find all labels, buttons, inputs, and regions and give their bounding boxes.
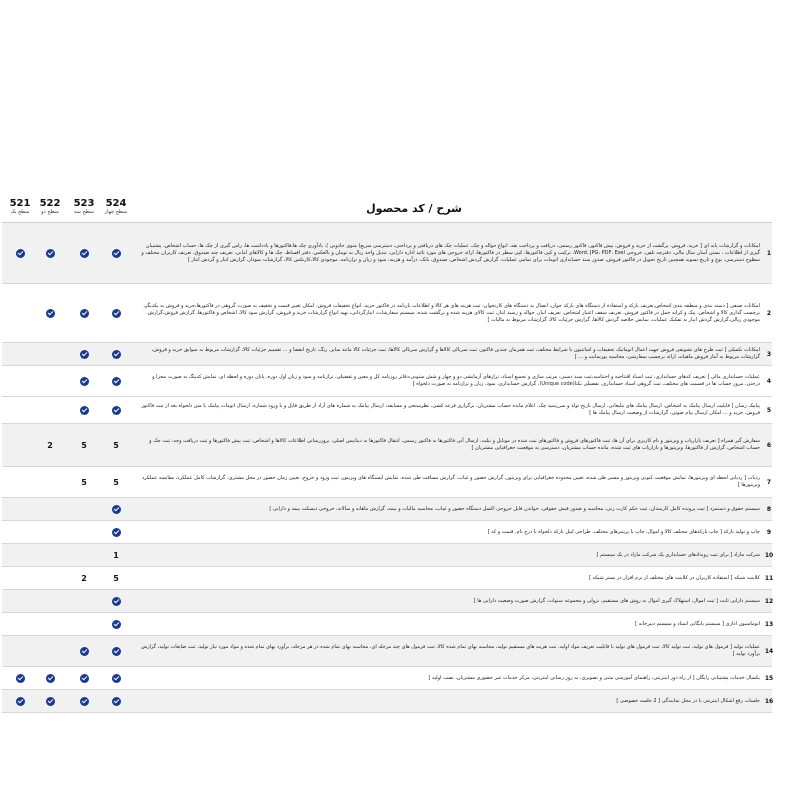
license-count: 2 — [81, 573, 87, 583]
feature-text: جلسات رفع اشکال اینترنتی با در محل نمایندگی [ 2 جلسه خصوصی ] — [616, 697, 760, 704]
check-circle-icon — [46, 697, 55, 706]
feature-description — [138, 544, 760, 566]
table-row — [2, 343, 772, 366]
plan-label: سطح یک — [10, 209, 30, 215]
table-row — [2, 498, 772, 521]
row-number: 15 — [764, 674, 774, 682]
plan-523-cell — [64, 636, 104, 666]
feature-description — [138, 667, 760, 689]
plan-523-cell — [64, 284, 104, 342]
plan-521-cell — [0, 498, 40, 520]
plan-523-cell — [64, 544, 104, 566]
plan-523-cell — [64, 366, 104, 396]
feature-description — [138, 284, 760, 342]
feature-description — [138, 567, 760, 589]
plan-521-cell — [0, 613, 40, 635]
table-row — [2, 690, 772, 713]
feature-description — [138, 636, 760, 666]
license-count: 5 — [81, 477, 87, 487]
feature-text: امکانات صنفی [ دسته بندی و منطقه بندی اشخاص،تعریف بارکد و استفاده از دستگاه های بارکد خوان، اتصال به دستگاه های کارتخوان، ثبت هزینه های هر کالا و اطلاعات بارنامه در فاکتور خرید، انواع تخفیفات فروش، امکان تغییر قیمت و تخفیف به صورت گروهی در فاکتورها،خرید و فروش به یکدیگر، برچسب گذاری کالا و اشخاص، پیک و کرایه حمل در فاکتور فروش، تعریف سقف اعتبار اشخاص، تعریف انبار، حواله و رسید انبار، ثبت کالای هزینه شده و برگشت شده، سیستم سفارشات، انبارگردانی، تهیه انواع گزارشات خرید و فروش، گزارش سود کالا، اشخاص و فاکتورها، گزارش فروش،گزارش موجودی ریالی،گزارش گردش انبار به تفکیک عملیات، نمایش خلاصه گردش کالاها، گزارش جزئیات کالا، گزارشات مربوط به مالیات ] — [143, 302, 760, 323]
table-row — [2, 567, 772, 590]
license-count: 2 — [47, 440, 53, 450]
feature-description — [138, 397, 760, 423]
plan-521-cell — [0, 467, 40, 497]
license-count: 5 — [113, 477, 119, 487]
plan-label: سطح سه — [74, 209, 94, 215]
row-number: 13 — [764, 620, 774, 628]
plan-521-cell — [0, 397, 40, 423]
row-number: 7 — [766, 478, 772, 486]
check-circle-icon — [80, 674, 89, 683]
license-count: 5 — [113, 573, 119, 583]
plan-521-cell — [0, 366, 40, 396]
plan-521-cell — [0, 284, 40, 342]
check-circle-icon — [80, 377, 89, 386]
feature-text: سفارش گیر همراه [ تعریف بازاریاب و ویزیتور و نام کاربری برای آن ها، ثبت فاکتورهای فروش و فاکتورهای ثبت شده در موبایل و تبلت، ارسال آنی فاکتورها به فاکتور رسمی، انتقال فاکتورها به دیتابیس اصلی، بروزرسانی اطلاعات کالاها و اشخاص، ثبت پیش فاکتورها و ثبت دریافت وجه، ثبت چک و حساب اشخاص، گزارش از فاکتورها، ویزیتورها و بازاریاب های ثبت شده، مانده حساب مشتریان، دسترسی به موقعیت جغرافیایی مشتریان ] — [149, 438, 760, 451]
license-count: 1 — [113, 550, 119, 560]
row-number: 4 — [766, 377, 772, 385]
feature-description — [138, 613, 760, 635]
feature-text: سیستم دارایی ثابت [ ثبت اموال، استهلاک گیری اموال به روش های مستقیم، نزولی و مجموعه سنوات، گزارش صورت وضعیت دارایی ها ] — [473, 597, 760, 604]
feature-description — [138, 590, 760, 612]
table-row — [2, 284, 772, 343]
feature-text: سیستم حقوق و دستمزد [ ثبت پرونده کامل کارمندان، ثبت حکم کارت زنی، محاسبه و صدور فیش حقوقی، خواندن فایل خروجی اکسل دستگاه حضور و غیاب، محاسبه مالیات و بیمه، گزارش ماهانه و سالانه، خروجی دیسکت بیمه و دارایی ] — [269, 505, 760, 512]
feature-text: امکانات تکمیلی [ ثبت طرح های تشویقی فروش جهت اعمال اتوماتیک تخفیفات و اشانتیون با شرایط مختلف، ثبت همزمان چندین فاکتور، ثبت سریالی کالاها و گزارش سریالی کالاها، ثبت جزئیات کالا مانند سایز، رنگ، تاریخ انقضا و ... تقسیم جزئیات کالا، گزارشات مربوط به سوابق خرید و فروش، گزارشات مربوط به آمار فروش ماهیانه، ارائه برچسب سفارشی، محاسبه پورسانت و ... ] — [151, 347, 760, 360]
check-circle-icon — [112, 528, 121, 537]
table-row — [2, 590, 772, 613]
table-row — [2, 366, 772, 397]
plan-523-cell — [64, 521, 104, 543]
check-circle-icon — [112, 647, 121, 656]
plan-523-header — [64, 198, 104, 216]
row-number: 6 — [766, 441, 772, 449]
feature-description — [138, 424, 760, 466]
license-count: 5 — [113, 440, 119, 450]
product-comparison-table — [2, 196, 772, 713]
feature-text: عملیات تولید [ فرمول های تولید، ثبت تولید کالا، ثبت فرمول های تولید با قابلیت تعریف مواد اولیه، ثبت هزینه های مستقیم تولید، محاسبه بهای تمام شده کالا، ثبت فرمول های چند مرحله ای، محاسبه بهای تمام شده در هر مرحله، برآورد بهای تمام شده و مواد مورد نیاز تولید، ثبت ضایعات تولید، گزارش برآورد تولید ] — [141, 644, 760, 657]
plan-521-cell — [0, 343, 40, 365]
feature-text: کلاینت شبکه [ استفاده کاربران در کلاینت های مختلف از نرم افزار در بستر شبکه ] — [589, 574, 760, 581]
check-circle-icon — [46, 309, 55, 318]
plan-523-cell — [64, 590, 104, 612]
check-circle-icon — [112, 620, 121, 629]
plan-521-cell — [0, 521, 40, 543]
plan-521-cell — [0, 690, 40, 712]
feature-description — [138, 467, 760, 497]
plan-523-cell — [64, 223, 104, 283]
table-body — [2, 223, 772, 713]
check-circle-icon — [46, 249, 55, 258]
plan-521-header — [0, 198, 40, 216]
table-row — [2, 467, 772, 498]
table-title: شرح / کد محصول — [366, 202, 462, 215]
plan-523-cell — [64, 613, 104, 635]
row-number: 2 — [766, 309, 772, 317]
check-circle-icon — [80, 249, 89, 258]
license-count: 5 — [81, 440, 87, 450]
row-number: 9 — [766, 528, 772, 536]
plan-521-cell — [0, 223, 40, 283]
plan-code: 523 — [73, 198, 95, 209]
plan-523-cell — [64, 424, 104, 466]
check-circle-icon — [80, 350, 89, 359]
table-row — [2, 223, 772, 284]
check-circle-icon — [16, 697, 25, 706]
check-circle-icon — [80, 697, 89, 706]
check-circle-icon — [16, 674, 25, 683]
plan-label: سطح چهار — [104, 209, 128, 215]
row-number: 12 — [764, 597, 774, 605]
plan-521-cell — [0, 667, 40, 689]
check-circle-icon — [80, 647, 89, 656]
plan-523-cell — [64, 498, 104, 520]
table-row — [2, 424, 772, 467]
check-circle-icon — [80, 309, 89, 318]
feature-description — [138, 690, 760, 712]
plan-523-cell — [64, 690, 104, 712]
row-number: 14 — [764, 647, 774, 655]
check-circle-icon — [80, 406, 89, 415]
feature-text: شرکت مازاد [ برای ثبت رویدادهای حسابداری یک شرکت مازاد در یک سیستم ] — [596, 551, 760, 558]
row-number: 11 — [764, 574, 774, 582]
table-row — [2, 613, 772, 636]
plan-523-cell — [64, 667, 104, 689]
feature-text: اتوماسیون اداری [ سیستم بایگانی اسناد و سیستم دبیرخانه ] — [634, 620, 760, 627]
table-row — [2, 667, 772, 690]
table-header — [2, 196, 772, 223]
feature-text: چاپ و تولید بارکد [ چاپ بارکدهای مختلف کالا و اموال، چاپ با پرینترهای مختلف، طراحی لیبل بارکد دلخواه با درج نام، قیمت و کد ] — [487, 528, 760, 535]
feature-description — [138, 498, 760, 520]
check-circle-icon — [112, 249, 121, 258]
check-circle-icon — [46, 674, 55, 683]
plan-523-cell — [64, 343, 104, 365]
check-circle-icon — [112, 697, 121, 706]
check-circle-icon — [112, 505, 121, 514]
row-number: 8 — [766, 505, 772, 513]
feature-description — [138, 223, 760, 283]
plan-label: سطح دو — [41, 209, 59, 215]
feature-text: ردیاب [ ردیابی لحظه ای ویزیتورها، نمایش موقعیت کنونی ویزیتور و مسیر طی شده، تعیین محدوده جغرافیایی برای ویزیتور، گزارش حضور و غیاب، گزارش مسافت طی شده، نمایش ایستگاه های ویزیتور، ثبت ورود و خروج، تعیین زمان حضور در محل مشتری، گزارشات کامل عملکرد، مقایسه عملکرد ویزیتورها ] — [141, 475, 760, 488]
check-circle-icon — [112, 674, 121, 683]
plan-521-cell — [0, 590, 40, 612]
table-row — [2, 636, 772, 667]
table-row — [2, 521, 772, 544]
plan-523-cell — [64, 567, 104, 589]
check-circle-icon — [112, 309, 121, 318]
feature-description — [138, 343, 760, 365]
plan-521-cell — [0, 544, 40, 566]
check-circle-icon — [16, 249, 25, 258]
feature-text: امکانات و گزارشات پایه ای [ خرید، فروش، برگشت از خرید و فروش، پیش فاکتور، فاکتور رسمی، دریافت و پرداخت نقد، انواع حواله و چک، عملیات چک های دریافتی و پرداختی، دسترسی سریع( منوی جادویی )، یادآوری چک ها،فاکتورها و یادداشت ها، راس گیری از چک ها، حساب اشخاص، پشتیبان گیری از اطلاعات ، بستن آسان سال مالی، دفترچه تلفن، خروجی Word، JPG، PDF، Exel، ترکیب و کپی فاکتورها، کپی سطر در فاکتورها، ارائه خروجی های مورد تائید اداره دارایی، تبدیل واحد ریال به تومان و بالعکس، دفتر اقساط، چک ها و کالاهای امانی، تعریف چند صندوق، تعریف کاربران مختلف و سطوح دسترسی، نوع و تاریخ تسویه همچنین تاریخ تحویل در فاکتور فروش، صدور سند حسابداری اتومات برای تمامی عملیات، گزارش گردش اشخاص، صندوق، بانک، درآمد و هزینه، سود و زیان و ترازنامه، موجودی کالا،کارتکس کالا، گزارشات نمودار، گزارش انبار و گردش انبار ] — [141, 242, 760, 263]
plan-code: 522 — [39, 198, 61, 209]
feature-text: پیامک رسان [ قابلیت ارسال پیامک به اشخاص، ارسال پیامک های تبلیغاتی، ارسال تاریخ تولد و سررسید چک، اعلام مانده حساب مشتریان، برگزاری قرعه کشی، نظرسنجی و مسابقه، ارسال پیامک به شماره های آزاد از طریق فایل و یا ورود شماره، ارسال اتومات پیامک با متن دلخواه بعد از ثبت فاکتور فروش، خرید و ... امکان ارسال پیام صوتی، گزارشات از وضعیت ارسال پیامک ها ] — [141, 403, 760, 416]
plan-521-cell — [0, 636, 40, 666]
plan-521-cell — [0, 567, 40, 589]
row-number: 16 — [764, 697, 774, 705]
row-number: 5 — [766, 406, 772, 414]
table-row — [2, 544, 772, 567]
check-circle-icon — [112, 350, 121, 359]
plan-521-cell — [0, 424, 40, 466]
plan-code: 524 — [105, 198, 127, 209]
check-circle-icon — [112, 377, 121, 386]
row-number: 1 — [766, 249, 772, 257]
check-circle-icon — [112, 406, 121, 415]
feature-text: عملیات حسابداری مالی [ تعریف کدهای حسابداری، ثبت اسناد افتتاحیه و اختتامیه،ثبت سند دستی، مرتب سازی و تجمیع اسناد، ترازهای آزمایشی دو و چهار و شش ستونی،دفاتر روزنامه کل و معین و تفضیلی، ترازنامه و سود و زیان اول دوره، پایان دوره و لحظه ای، نمایش کدینگ به صورت مجزا و درختی، مرور حساب ها در قسمت های مختلف، ثبت گروهی اسناد حسابداری، تفضیلی یکتا(Unique code)، گزارش حسابداری، سود، زیان و ترازنامه به صورت دلخواه ] — [152, 374, 760, 387]
row-number: 3 — [766, 350, 772, 358]
check-circle-icon — [112, 597, 121, 606]
feature-text: یکسال خدمات پشتیبانی رایگان [ از راه دور اینترنتی، راهنمای آموزشی متنی و تصویری، به روز رسانی اینترنتی، مرکز خدمات غیر حضوری مشتریان، نصب اولیه ] — [428, 674, 760, 681]
plan-523-cell — [64, 397, 104, 423]
table-row — [2, 397, 772, 424]
plan-523-cell — [64, 467, 104, 497]
feature-description — [138, 366, 760, 396]
feature-description — [138, 521, 760, 543]
row-number: 10 — [764, 551, 774, 559]
plan-code: 521 — [9, 198, 31, 209]
